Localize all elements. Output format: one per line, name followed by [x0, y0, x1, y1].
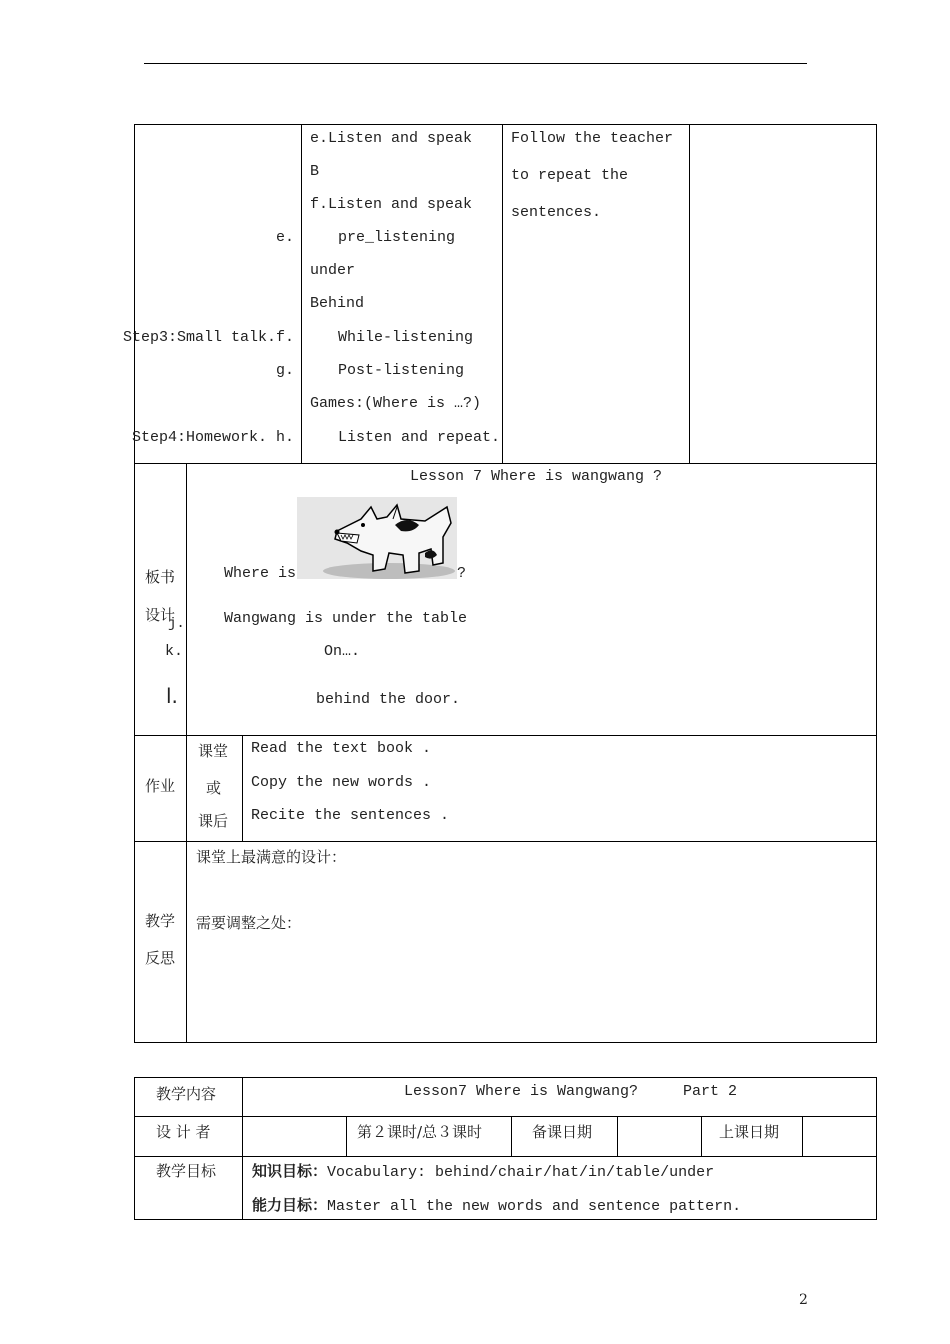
step-marker-l: l.	[166, 684, 178, 708]
row-divider	[134, 841, 877, 842]
board-label-line1: 板书	[145, 568, 176, 586]
row-divider	[134, 1156, 877, 1157]
board-label-line2: 设计	[145, 606, 176, 624]
step3-label: Step3:Small talk.f.	[122, 329, 294, 346]
homework-item: Copy the new words .	[251, 774, 432, 791]
ability-goal-label: 能力目标：	[252, 1196, 328, 1214]
student-activity-line: to repeat the	[511, 167, 629, 184]
column-divider	[502, 124, 503, 463]
student-activity-line: sentences.	[511, 204, 602, 221]
table-border-top	[134, 1077, 877, 1078]
step-marker-g: g.	[275, 362, 294, 379]
board-title: Lesson 7 Where is wangwang ?	[410, 468, 663, 485]
board-question-mark: ?	[457, 565, 467, 582]
column-divider	[242, 735, 243, 841]
student-activity-line: Follow the teacher	[511, 130, 674, 147]
period-value: 第２课时/总３课时	[357, 1123, 483, 1141]
step-marker-k: k.	[165, 643, 184, 660]
board-behind-line: behind the door.	[316, 691, 461, 708]
table-border-right	[876, 1077, 877, 1219]
activity-line: pre_listening	[338, 229, 456, 246]
homework-label: 作业	[145, 777, 176, 795]
activity-line: Listen and repeat.	[338, 429, 501, 446]
ability-goal	[252, 1194, 741, 1215]
content-value: Lesson7 Where is Wangwang? Part 2	[404, 1083, 738, 1100]
board-under-line: Wangwang is under the table	[224, 610, 468, 627]
activity-line: Games:(Where is …?)	[310, 395, 482, 412]
homework-type-line3: 课后	[198, 812, 229, 830]
activity-line: f.Listen and speak	[310, 196, 473, 213]
step-marker-e: e.	[275, 229, 294, 246]
goals-label: 教学目标	[156, 1162, 217, 1180]
table-border-top	[134, 124, 877, 125]
prep-date-label: 备课日期	[532, 1123, 593, 1141]
column-divider	[617, 1116, 618, 1156]
activity-line: While-listening	[338, 329, 474, 346]
knowledge-goal-label: 知识目标：	[252, 1162, 328, 1180]
activity-line: Post-listening	[338, 362, 465, 379]
page-number: 2	[799, 1292, 808, 1308]
dog-icon	[297, 497, 457, 579]
step4-label: Step4:Homework. h.	[131, 429, 294, 446]
ability-goal-value: Master all the new words and sentence pattern.	[327, 1198, 742, 1215]
knowledge-goal	[252, 1160, 714, 1181]
reflection-best-design: 课堂上最满意的设计：	[196, 848, 347, 866]
column-divider	[346, 1116, 347, 1156]
table-border-left	[134, 124, 135, 1042]
homework-type-line2: 或	[206, 779, 222, 797]
homework-item: Read the text book .	[251, 740, 432, 757]
table-border-bottom	[134, 1042, 877, 1043]
content-label: 教学内容	[156, 1085, 217, 1103]
table-border-left	[134, 1077, 135, 1219]
activity-line: under	[310, 262, 356, 279]
knowledge-goal-value: Vocabulary: behind/chair/hat/in/table/under	[327, 1164, 715, 1181]
class-date-label: 上课日期	[719, 1123, 780, 1141]
board-where-is: Where is	[224, 565, 297, 582]
reflection-label-line2: 反思	[145, 949, 176, 967]
row-divider	[134, 1116, 877, 1117]
activity-line: Behind	[310, 295, 365, 312]
homework-type-line1: 课堂	[198, 742, 229, 760]
column-divider	[511, 1116, 512, 1156]
designer-label: 设 计 者	[156, 1123, 211, 1141]
header-rule	[144, 63, 807, 64]
column-divider	[186, 463, 187, 1042]
board-on-line: On….	[324, 643, 361, 660]
activity-line: B	[310, 163, 320, 180]
column-divider	[242, 1077, 243, 1219]
column-divider	[701, 1116, 702, 1156]
reflection-label-line1: 教学	[145, 912, 176, 930]
row-divider	[134, 735, 877, 736]
row-divider	[134, 463, 877, 464]
step-marker-j: j.	[168, 616, 185, 632]
activity-line: e.Listen and speak	[310, 130, 473, 147]
table-border-bottom	[134, 1219, 877, 1220]
homework-item: Recite the sentences .	[251, 807, 450, 824]
reflection-to-adjust: 需要调整之处：	[196, 914, 302, 932]
column-divider	[802, 1116, 803, 1156]
column-divider	[301, 124, 302, 463]
table-border-right	[876, 124, 877, 1042]
column-divider	[689, 124, 690, 463]
